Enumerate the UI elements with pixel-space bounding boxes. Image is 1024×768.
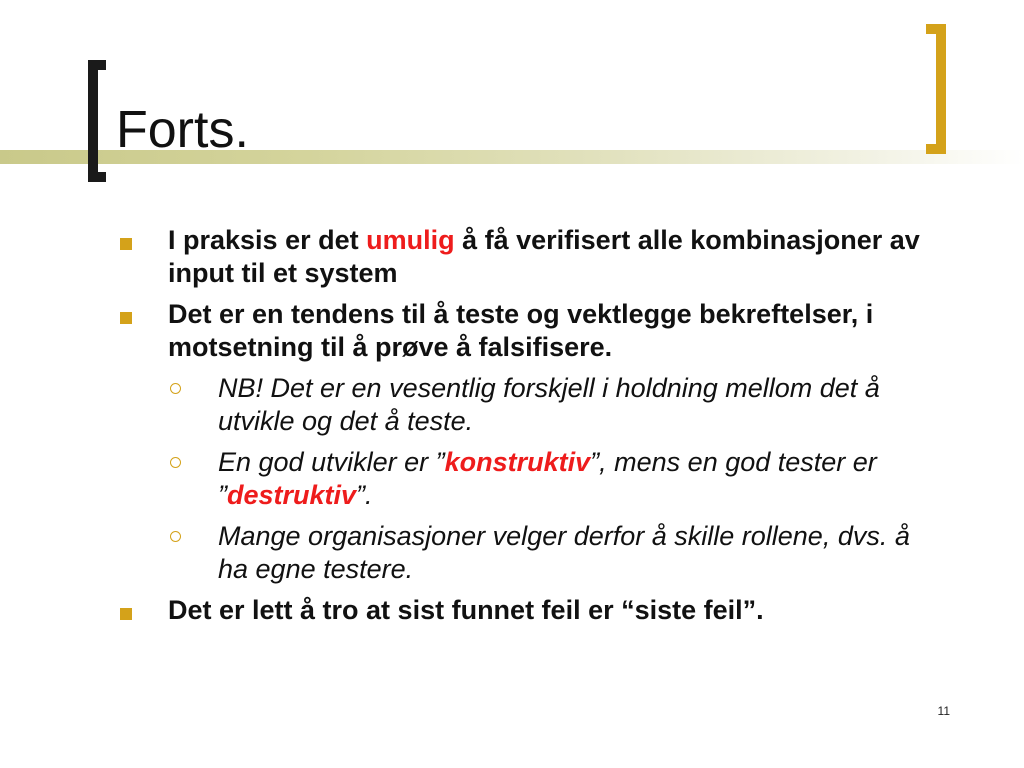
left-bracket-decoration	[88, 60, 106, 182]
bullet-text-start: I praksis er det	[168, 225, 367, 255]
square-bullet-icon	[120, 238, 132, 250]
square-bullet-icon	[120, 608, 132, 620]
bullet-item-last-bug	[115, 594, 935, 627]
sub-bullet-text-start: En god utvikler er ”	[218, 447, 445, 477]
bullet-text: Det er lett å tro at sist funnet feil er “siste feil”.	[168, 595, 764, 625]
sub-bullet-text-middle: ”, mens en god tester er ”	[218, 447, 877, 510]
sub-bullet-item-attitude	[115, 372, 935, 438]
sub-bullet-text-end: ”.	[356, 480, 373, 510]
sub-bullet-item-organizations	[115, 520, 935, 586]
circle-bullet-icon	[170, 383, 181, 394]
sub-bullet-text: Mange organisasjoner velger derfor å skille rollene, dvs. å ha egne testere.	[218, 521, 910, 584]
bullet-text-end: å få verifisert alle kombinasjoner av input til et system	[168, 225, 920, 288]
highlight-destruktiv: destruktiv	[227, 480, 357, 510]
bullet-item-impossible	[115, 224, 935, 290]
slide-title: Forts.	[116, 101, 249, 159]
highlight-konstruktiv: konstruktiv	[444, 447, 591, 477]
slide-content	[115, 224, 935, 635]
sub-bullet-item-constructive	[115, 446, 935, 512]
circle-bullet-icon	[170, 531, 181, 542]
slide-number: 11	[937, 704, 950, 718]
square-bullet-icon	[120, 312, 132, 324]
bullet-item-tendency	[115, 298, 935, 364]
sub-bullet-text: NB! Det er en vesentlig forskjell i holdning mellom det å utvikle og det å teste.	[218, 373, 880, 436]
circle-bullet-icon	[170, 457, 181, 468]
bullet-text: Det er en tendens til å teste og vektlegge bekreftelser, i motsetning til å prøve å falsifisere.	[168, 299, 874, 362]
highlight-umulig: umulig	[366, 225, 455, 255]
right-bracket-decoration	[926, 24, 946, 154]
